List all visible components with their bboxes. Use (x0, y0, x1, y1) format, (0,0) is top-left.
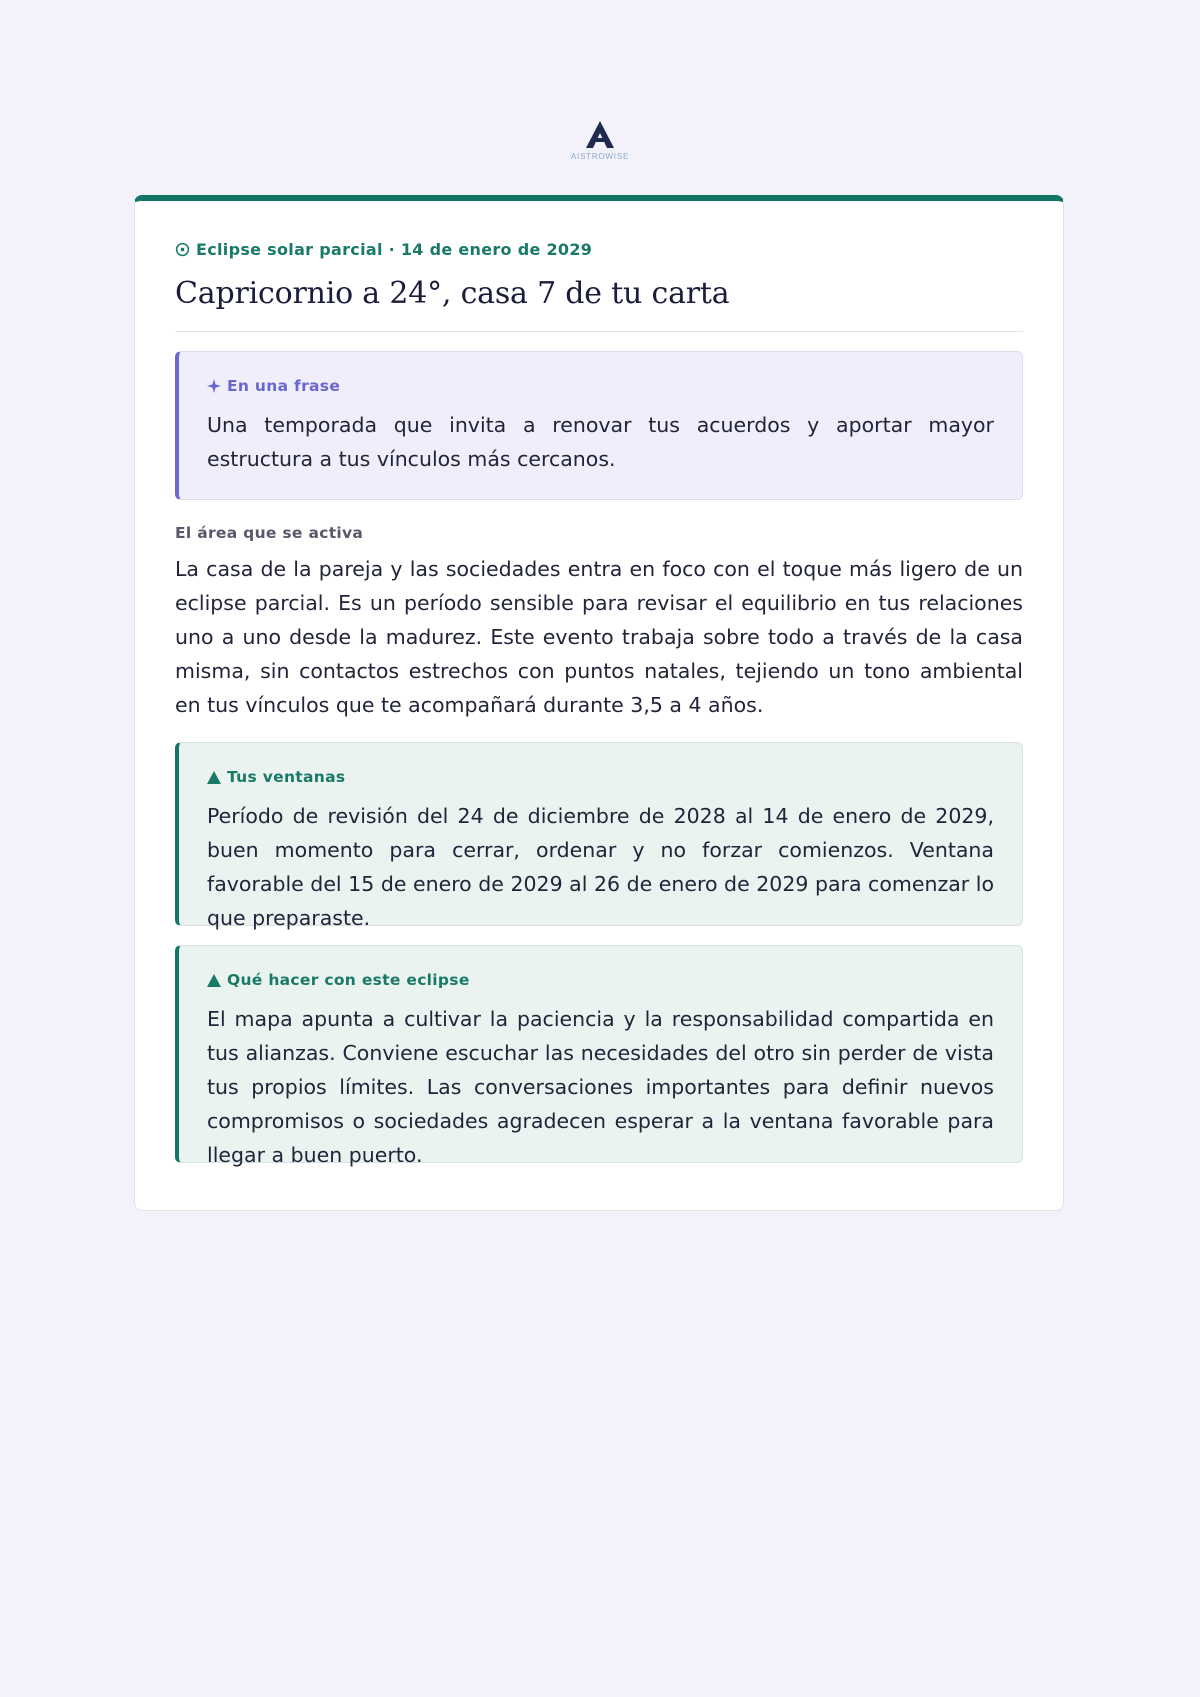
advice-label (207, 968, 994, 992)
triangle-icon (207, 974, 221, 987)
event-eyebrow (175, 237, 1023, 261)
area-label: El área que se activa (175, 524, 364, 542)
advice-callout (175, 945, 1023, 1167)
sun-circle-icon (175, 242, 190, 257)
windows-text: Período de revisión del 24 de diciembre de 2028 al 14 de enero de 2029, buen momento para cerrar, ordenar y no forzar comienzos. Ventana favorable del 15 de enero de 2029 al 26 de enero de 2029 para comenzar lo que preparaste. (207, 804, 994, 930)
brand-mark-icon (582, 118, 618, 150)
advice-text: El mapa apunta a cultivar la paciencia y la responsabilidad compartida en tus alianzas. Conviene escuchar las necesidades del otro sin perder de vista tus propios límites. Las conversaciones importantes para definir nuevos compromisos o sociedades agradecen esperar a la ventana favorable para llegar a buen puerto. (207, 1007, 994, 1167)
area-text: La casa de la pareja y las sociedades entra en foco con el toque más ligero de un eclipse parcial. Es un período sensible para revisar el equilibrio en tus relaciones uno a uno desde la madurez. Este evento trabaja sobre todo a través de la casa misma, sin contactos estrechos con puntos natales, tejiendo un tono ambiental en tus vínculos que te acompañará durante 3,5 a 4 años. (175, 557, 1023, 717)
sparkle-icon (207, 379, 221, 393)
brand-logo (0, 118, 1200, 161)
windows-label-text: Tus ventanas (227, 768, 346, 786)
title-divider (175, 331, 1023, 332)
page-title: Capricornio a 24°, casa 7 de tu carta (175, 276, 730, 311)
summary-text: Una temporada que invita a renovar tus acuerdos y aportar mayor estructura a tus vínculos más cercanos. (207, 413, 994, 471)
eclipse-card (134, 195, 1064, 1211)
summary-label (207, 374, 994, 398)
summary-callout (175, 351, 1023, 500)
advice-label-text: Qué hacer con este eclipse (227, 971, 470, 989)
brand-name: AISTROWISE (570, 152, 630, 161)
event-eyebrow-text: Eclipse solar parcial · 14 de enero de 2029 (196, 239, 593, 259)
triangle-icon (207, 771, 221, 784)
summary-label-text: En una frase (227, 377, 341, 395)
windows-callout (175, 742, 1023, 930)
windows-label (207, 765, 994, 789)
